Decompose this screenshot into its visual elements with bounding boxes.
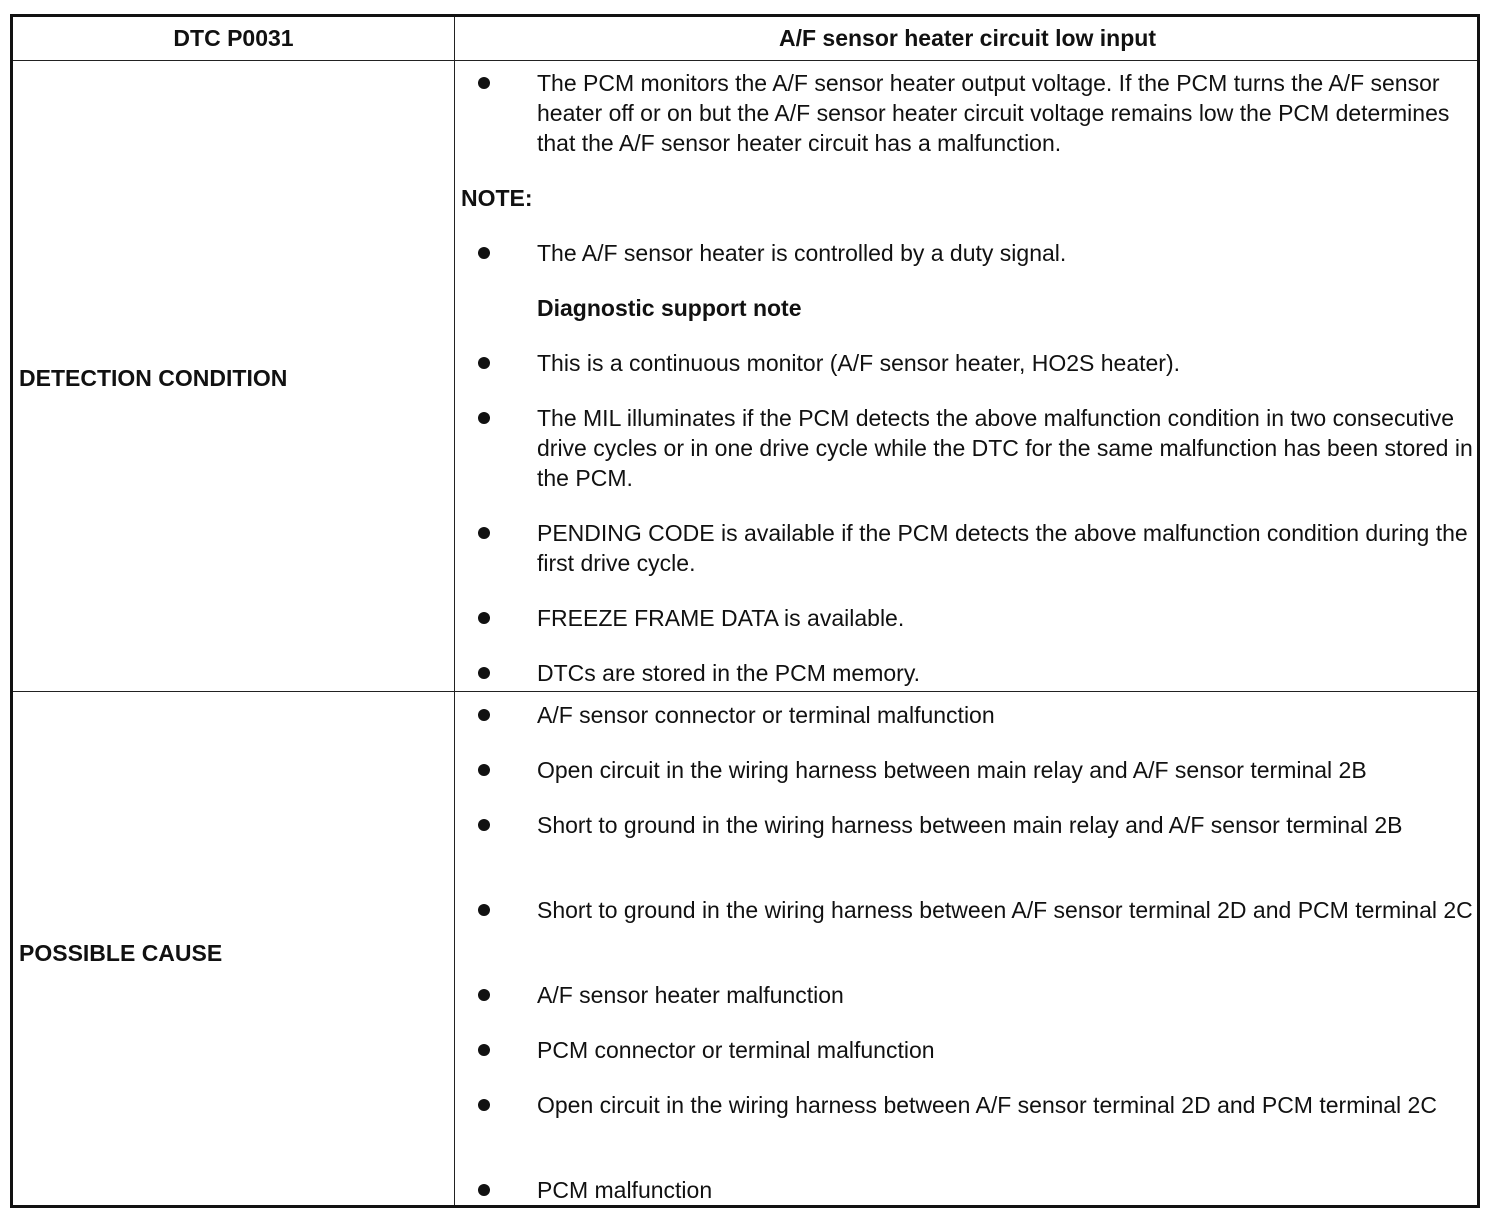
bullet-icon	[478, 1184, 490, 1196]
header-dtc-title: A/F sensor heater circuit low input	[778, 25, 1156, 51]
bullet-icon	[478, 764, 490, 776]
header-dtc-code: DTC P0031	[173, 25, 294, 51]
detection-condition-label: DETECTION CONDITION	[19, 365, 288, 391]
cause-item: Open circuit in the wiring harness between A/F sensor terminal 2D and PCM terminal 2C	[513, 1090, 1473, 1120]
bullet-icon	[478, 612, 490, 624]
support-item: The MIL illuminates if the PCM detects the above malfunction condition in two consecutive drive cycles or in one drive cycle while the DTC for the same malfunction has been stored in the PCM.	[513, 403, 1473, 493]
bullet-icon	[478, 357, 490, 369]
note-label: NOTE:	[461, 185, 533, 211]
support-item: DTCs are stored in the PCM memory.	[513, 658, 1473, 688]
cause-item: PCM connector or terminal malfunction	[513, 1035, 1473, 1065]
cause-item: Open circuit in the wiring harness between main relay and A/F sensor terminal 2B	[513, 755, 1473, 785]
bullet-icon	[478, 904, 490, 916]
cause-item: A/F sensor connector or terminal malfunction	[513, 700, 1473, 730]
column-divider	[454, 17, 455, 1205]
support-heading: Diagnostic support note	[537, 295, 802, 321]
cause-item: Short to ground in the wiring harness between A/F sensor terminal 2D and PCM terminal 2C	[513, 895, 1473, 925]
bullet-icon	[478, 667, 490, 679]
cause-item: A/F sensor heater malfunction	[513, 980, 1473, 1010]
support-item: This is a continuous monitor (A/F sensor heater, HO2S heater).	[513, 348, 1473, 378]
detection-intro-item: The PCM monitors the A/F sensor heater output voltage. If the PCM turns the A/F sensor heater off or on but the A/F sensor heater circuit voltage remains low the PCM determines that the A/F sensor heater circuit has a malfunction.	[513, 68, 1473, 158]
bullet-icon	[478, 709, 490, 721]
bullet-icon	[478, 247, 490, 259]
bullet-icon	[478, 1099, 490, 1111]
bullet-icon	[478, 819, 490, 831]
note-item: The A/F sensor heater is controlled by a duty signal.	[513, 238, 1473, 268]
row-divider	[13, 691, 1477, 692]
dtc-table	[10, 14, 1480, 1208]
support-item: PENDING CODE is available if the PCM detects the above malfunction condition during the first drive cycle.	[513, 518, 1473, 578]
bullet-icon	[478, 412, 490, 424]
header-divider	[13, 60, 1477, 61]
bullet-icon	[478, 527, 490, 539]
cause-item: PCM malfunction	[513, 1175, 1473, 1205]
cause-item: Short to ground in the wiring harness between main relay and A/F sensor terminal 2B	[513, 810, 1473, 840]
bullet-icon	[478, 77, 490, 89]
bullet-icon	[478, 1044, 490, 1056]
possible-cause-label: POSSIBLE CAUSE	[19, 940, 223, 966]
support-item: FREEZE FRAME DATA is available.	[513, 603, 1473, 633]
bullet-icon	[478, 989, 490, 1001]
